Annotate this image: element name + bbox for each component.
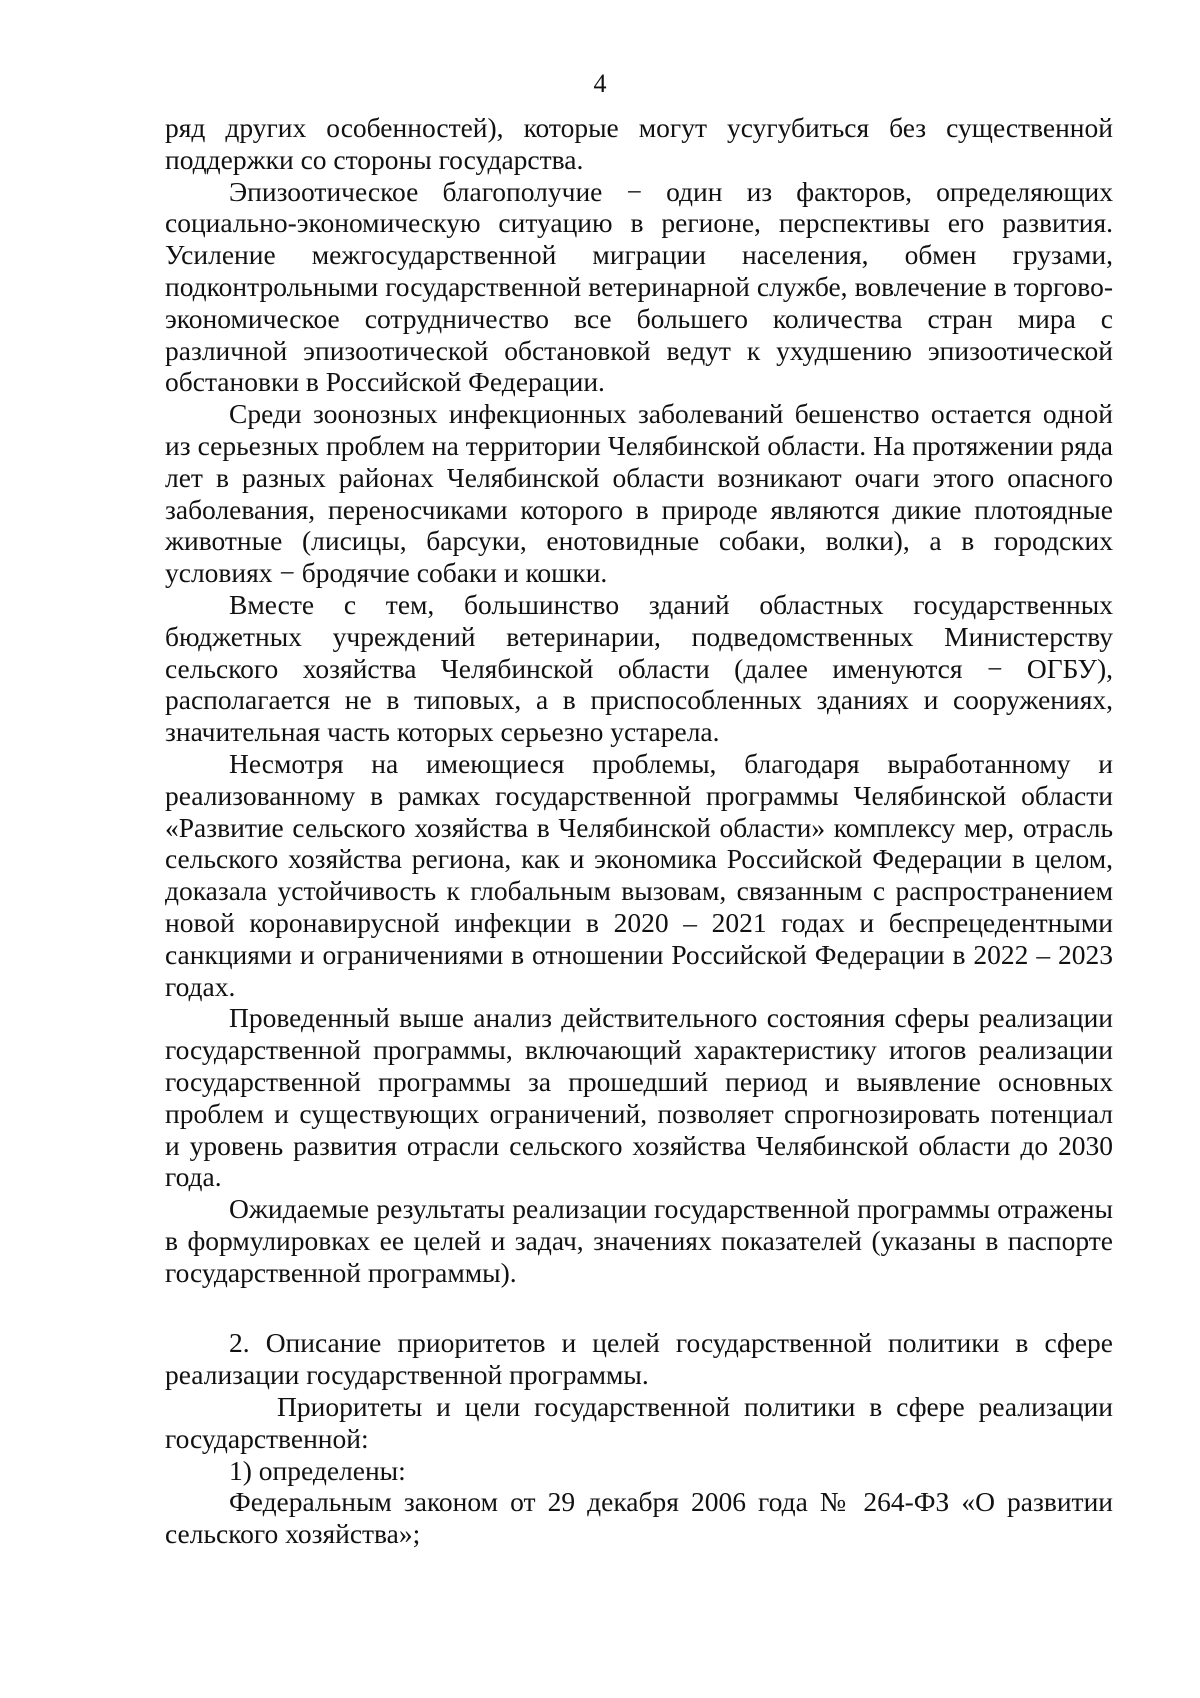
paragraph-sector-resilience: Несмотря на имеющиеся проблемы, благодаря выработанному и реализованному в рамках государственной программы Челябинской области «Развитие сельского хозяйства в Челябинской области» комплексу мер, отрасль сельского хозяйства региона, как и экономика Российской Федерации в целом, доказала устойчивость к глобальным вызовам, связанным с распространением новой коронавирусной инфекции в 2020 – 2021 годах и беспрецедентными санкциями и ограничениями в отношении Российской Федерации в 2022 – 2023 годах. — [165, 747, 1113, 1002]
paragraph-analysis: Проведенный выше анализ действительного состояния сферы реализации государственной программы, включающий характеристику итогов реализации государственной программы за прошедший период и выявление основных проблем и существующих ограничений, позволяет спрогнозировать потенциал и уровень развития отрасли сельского хозяйства Челябинской области до 2030 года. — [165, 1002, 1113, 1193]
document-body — [165, 112, 1113, 1550]
list-item-defined: 1) определены: — [229, 1454, 406, 1486]
section-heading: 2. Описание приоритетов и целей государственной политики в сфере реализации государственной программы. — [165, 1327, 1113, 1391]
paragraph-priorities-intro: Приоритеты и цели государственной политики в сфере реализации государственной: — [165, 1391, 1113, 1454]
paragraph-epizootic-wellbeing: Эпизоотическое благополучие − один из факторов, определяющих социально-экономическую ситуацию в регионе, перспективы его развития. Усиление межгосударственной миграции населения, обмен грузами, подконтрольными государственной ветеринарной службе, вовлечение в торгово-экономическое сотрудничество все большего количества стран мира с различной эпизоотической обстановкой ведут к ухудшению эпизоотической обстановки в Российской Федерации. — [165, 175, 1113, 398]
paragraph-veterinary-buildings: Вместе с тем, большинство зданий областных государственных бюджетных учреждений ветеринарии, подведомственных Министерству сельского хозяйства Челябинской области (далее именуются − ОГБУ), располагается не в типовых, а в приспособленных зданиях и сооружениях, значительная часть которых серьезно устарела. — [165, 588, 1113, 748]
paragraph-rabies: Среди зоонозных инфекционных заболеваний бешенство остается одной из серьезных проблем на территории Челябинской области. На протяжении ряда лет в разных районах Челябинской области возникают очаги этого опасного заболевания, переносчиками которого в природе являются дикие плотоядные животные (лисицы, барсуки, енотовидные собаки, волки), а в городских условиях − бродячие собаки и кошки. — [165, 398, 1113, 589]
paragraph-federal-law: Федеральным законом от 29 декабря 2006 года № 264-ФЗ «О развитии сельского хозяйства»; — [165, 1486, 1113, 1550]
page-number: 4 — [593, 69, 607, 98]
paragraph-expected-results: Ожидаемые результаты реализации государственной программы отражены в формулировках ее целей и задач, значениях показателей (указаны в паспорте государственной программы). — [165, 1193, 1113, 1288]
paragraph-continuation: ряд других особенностей), которые могут усугубиться без существенной поддержки со стороны государства. — [165, 112, 1113, 175]
